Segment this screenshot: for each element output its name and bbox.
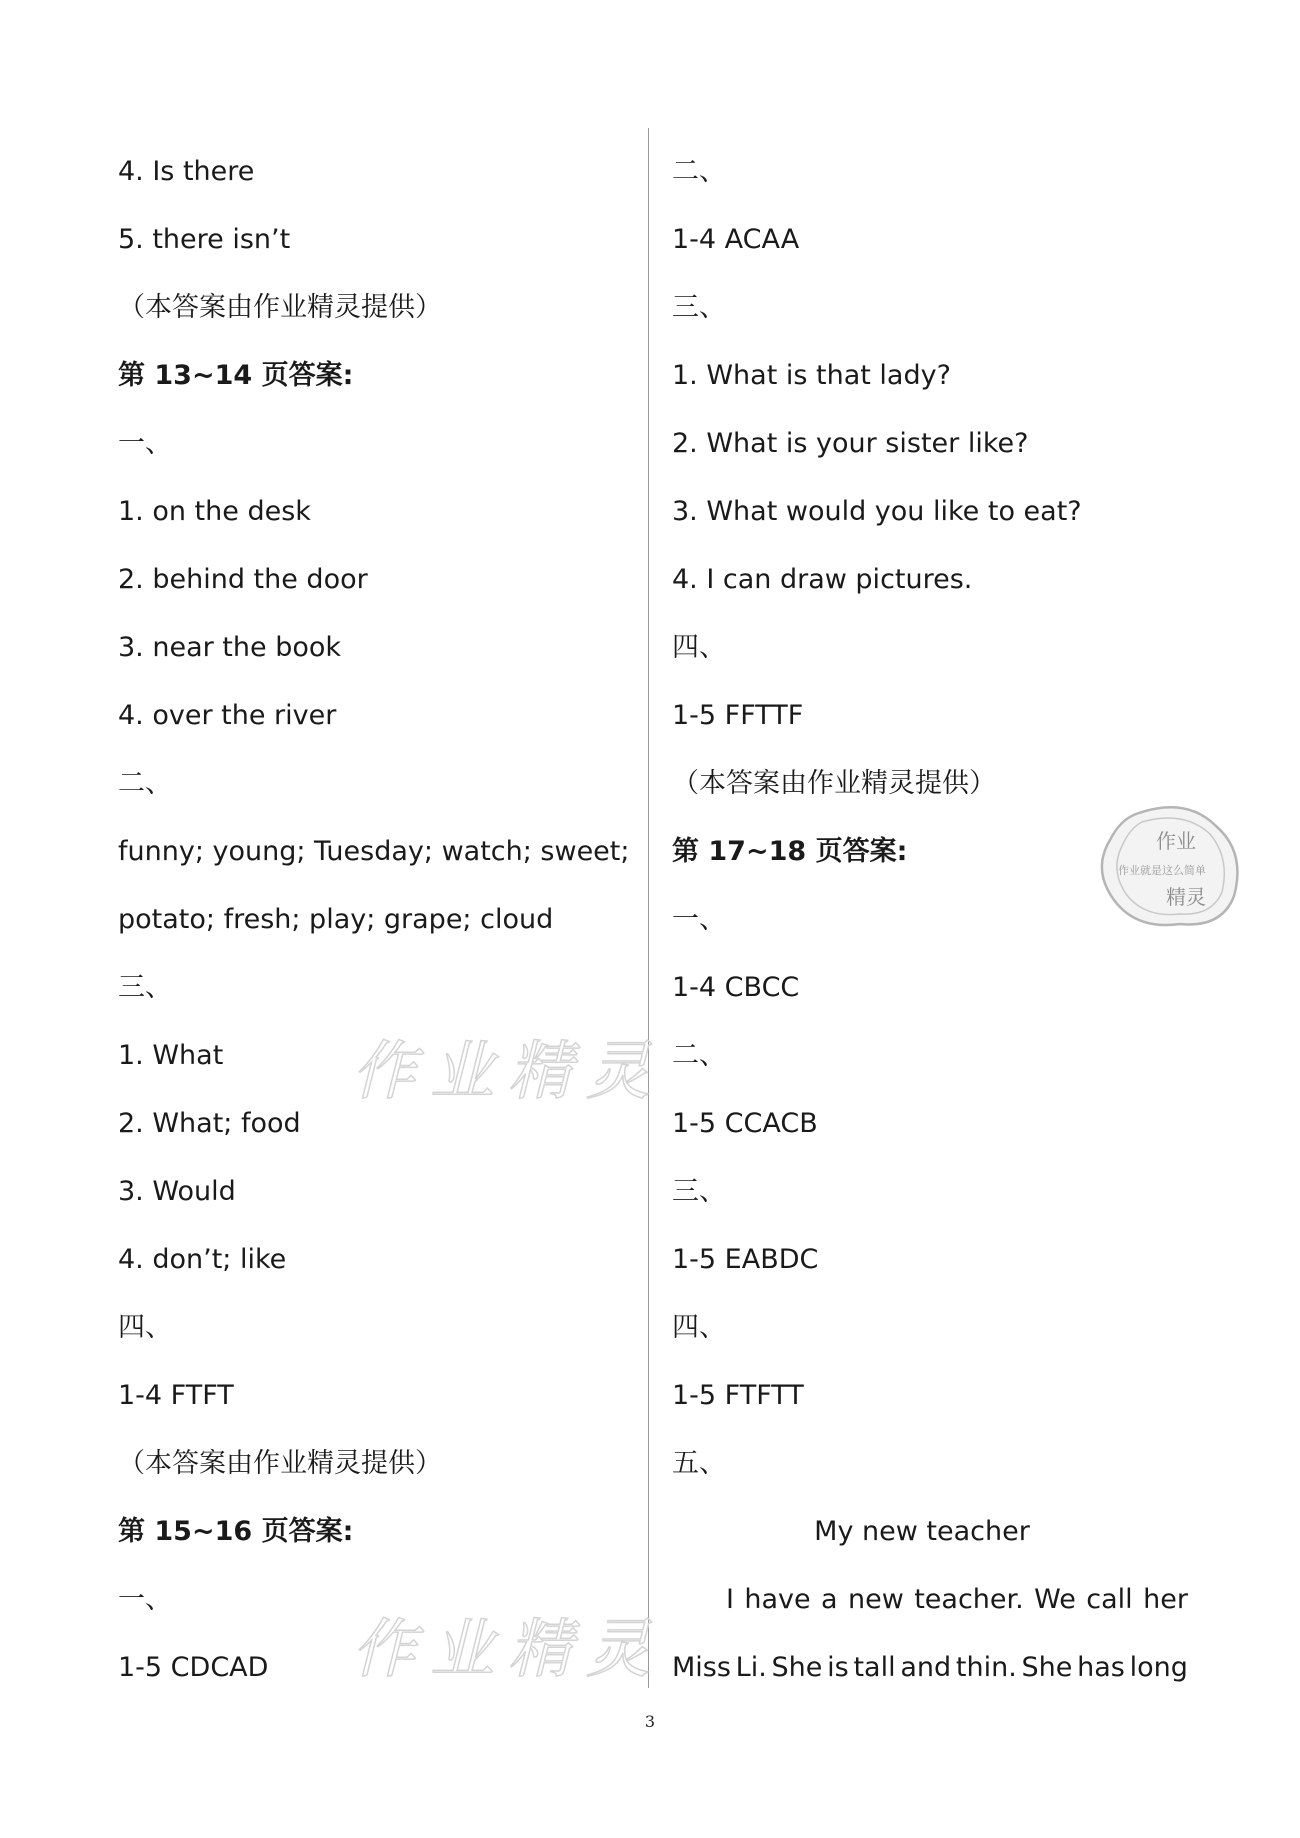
answer-line: 1-5 CDCAD xyxy=(118,1652,269,1683)
answer-line: 1. What xyxy=(118,1040,224,1071)
stamp-middle-text: 作业就是这么简单 xyxy=(1118,864,1206,877)
watermark-text: 作业精灵 xyxy=(352,1613,664,1687)
answer-line: 3. near the book xyxy=(118,632,342,663)
answer-line: 四、 xyxy=(672,632,726,663)
answer-line: 三、 xyxy=(118,972,172,1003)
answer-line: 2. What is your sister like? xyxy=(672,428,1029,459)
answer-line: 4. I can draw pictures. xyxy=(672,564,973,595)
answer-line: 3. What would you like to eat? xyxy=(672,496,1082,527)
essay-line: Miss Li. She is tall and thin. She has long xyxy=(672,1652,1188,1683)
answer-line: 三、 xyxy=(672,1176,726,1207)
column-divider xyxy=(648,128,649,1688)
source-note: （本答案由作业精灵提供） xyxy=(118,292,442,323)
essay-line: I have a new teacher. We call her xyxy=(726,1584,1188,1615)
page-number: 3 xyxy=(644,1712,656,1731)
answer-line: 1-5 FTFTT xyxy=(672,1380,804,1411)
essay-title: My new teacher xyxy=(814,1516,1030,1547)
section-heading: 第 13~14 页答案: xyxy=(118,360,354,391)
watermark-stamp-logo xyxy=(1096,800,1244,936)
answer-line: 4. Is there xyxy=(118,156,255,187)
answer-line: 二、 xyxy=(672,1040,726,1071)
answer-line: 1-4 FTFT xyxy=(118,1380,234,1411)
answer-line: 3. Would xyxy=(118,1176,236,1207)
answer-line: 1. What is that lady? xyxy=(672,360,951,391)
stamp-bottom-text: 精灵 xyxy=(1166,885,1206,909)
answer-line: 4. over the river xyxy=(118,700,337,731)
answer-line: 2. behind the door xyxy=(118,564,368,595)
answer-line: potato; fresh; play; grape; cloud xyxy=(118,904,554,935)
answer-line: 1-4 CBCC xyxy=(672,972,800,1003)
answer-line: 三、 xyxy=(672,292,726,323)
answer-line: 1-5 FFTTF xyxy=(672,700,804,731)
source-note: （本答案由作业精灵提供） xyxy=(672,768,996,799)
answer-line: 1. on the desk xyxy=(118,496,311,527)
stamp-top-text: 作业 xyxy=(1156,829,1196,853)
answer-line: 四、 xyxy=(118,1312,172,1343)
answer-line: 二、 xyxy=(118,768,172,799)
watermark-text: 作业精灵 xyxy=(352,1035,664,1109)
answer-line: 2. What; food xyxy=(118,1108,301,1139)
answer-line: 1-5 EABDC xyxy=(672,1244,819,1275)
section-heading: 第 15~16 页答案: xyxy=(118,1516,354,1547)
answer-line: 四、 xyxy=(672,1312,726,1343)
answer-line: 1-5 CCACB xyxy=(672,1108,818,1139)
answer-line: 一、 xyxy=(118,428,172,459)
left-answer-column xyxy=(118,138,638,1702)
source-note: （本答案由作业精灵提供） xyxy=(118,1448,442,1479)
answer-line: 二、 xyxy=(672,156,726,187)
answer-line: 一、 xyxy=(672,904,726,935)
answer-line: 5. there isn’t xyxy=(118,224,291,255)
answer-line: 五、 xyxy=(672,1448,726,1479)
answer-line: 一、 xyxy=(118,1584,172,1615)
answer-line: 1-4 ACAA xyxy=(672,224,800,255)
answer-line: 4. don’t; like xyxy=(118,1244,287,1275)
answer-line: funny; young; Tuesday; watch; sweet; xyxy=(118,836,630,867)
section-heading: 第 17~18 页答案: xyxy=(672,836,908,867)
